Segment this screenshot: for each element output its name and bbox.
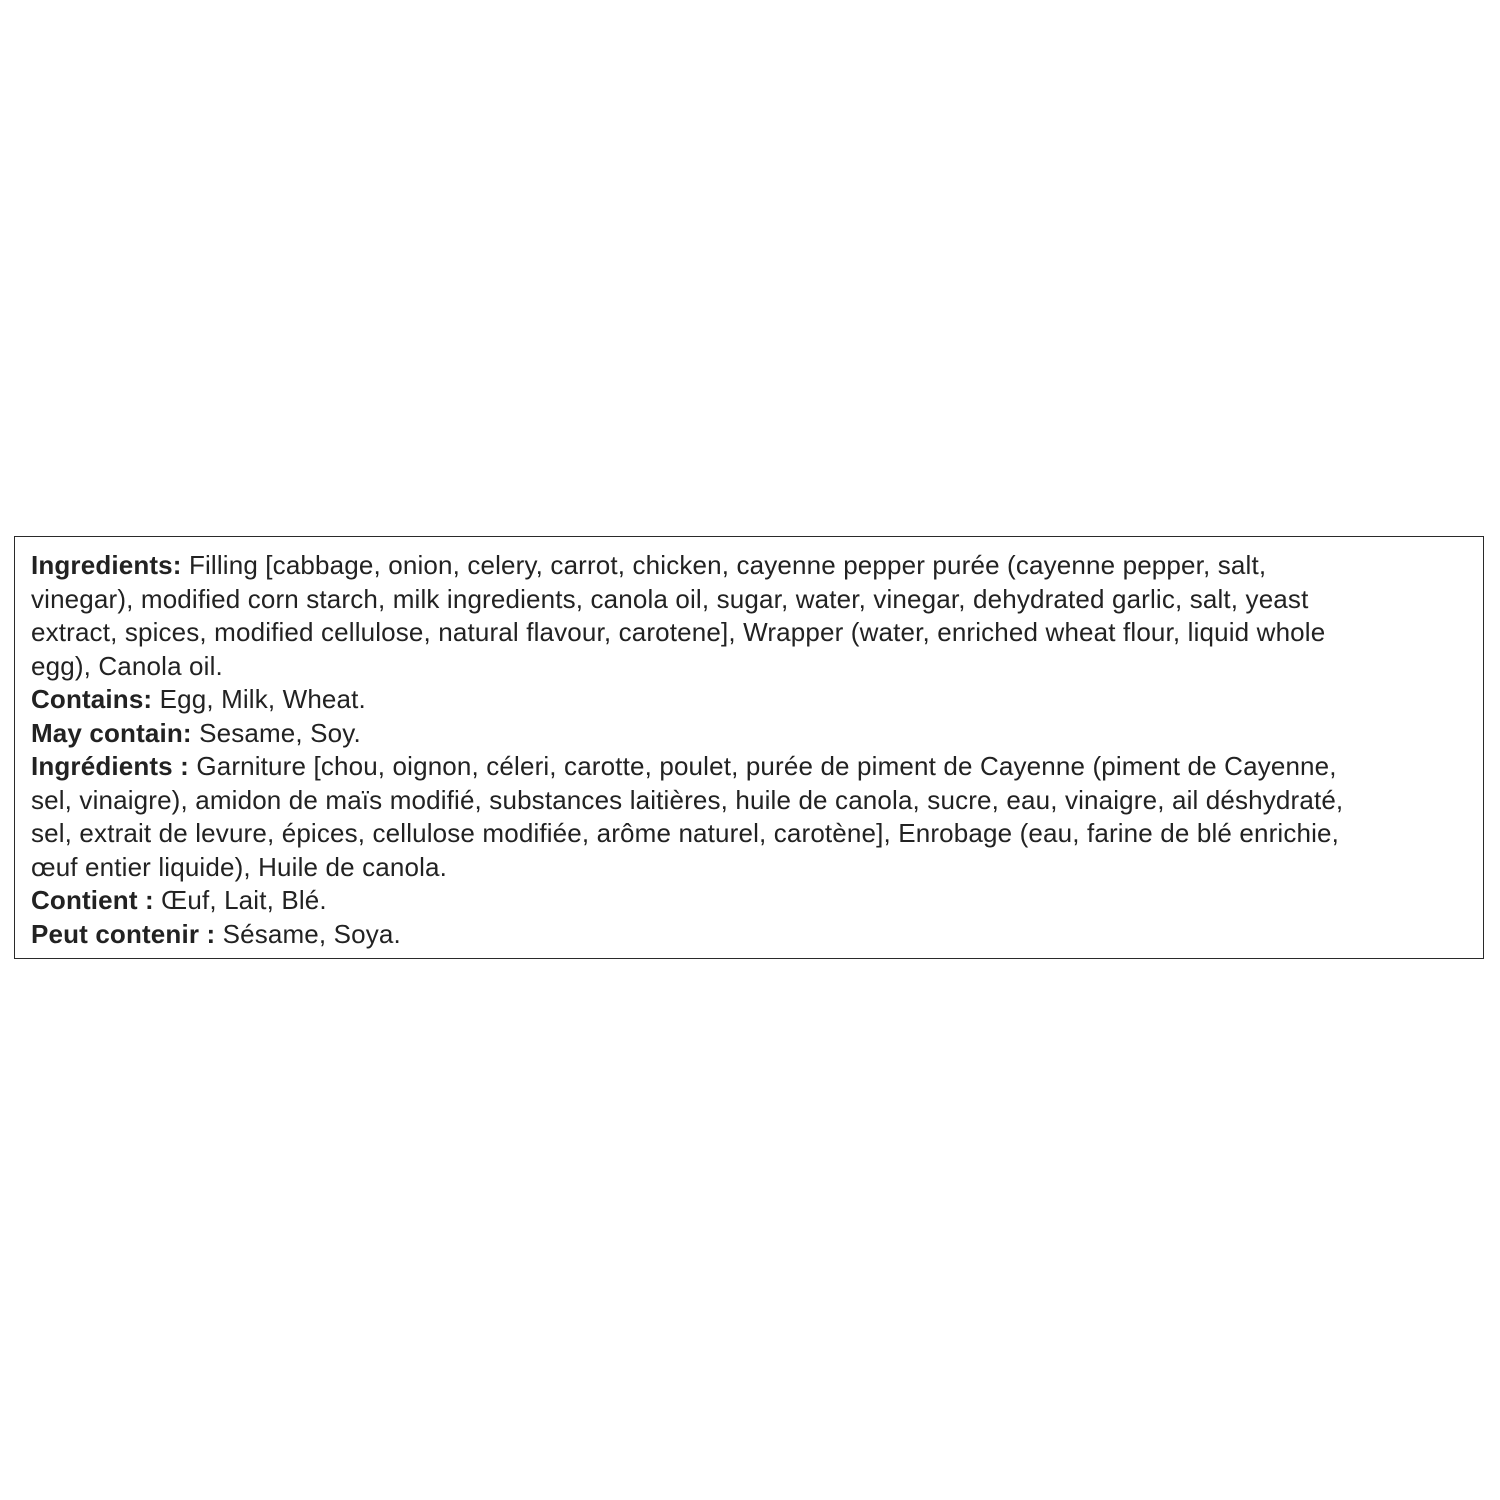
label-line — [31, 582, 1308, 616]
label-text: sel, vinaigre), amidon de maïs modifié, substances laitières, huile de canola, sucre, eau, vinaigre, ail déshydraté, — [31, 784, 1344, 815]
label-line-contains — [31, 682, 366, 716]
peut-contenir-heading: Peut contenir : — [31, 918, 216, 949]
label-line — [31, 783, 1343, 817]
may-contain-heading: May contain: — [31, 717, 192, 748]
contient-heading: Contient : — [31, 885, 154, 915]
label-line — [31, 850, 447, 884]
label-line-contient — [31, 883, 327, 917]
ingredients-fr-heading: Ingrédients : — [31, 751, 189, 781]
label-text: sel, extrait de levure, épices, cellulose modifiée, arôme naturel, carotène], Enrobage (eau, farine de blé enrichie, — [31, 818, 1340, 848]
label-text: vinegar), modified corn starch, milk ingredients, canola oil, sugar, water, vinegar, dehydrated garlic, salt, yeast — [31, 583, 1309, 614]
ingredients-label-box — [14, 536, 1484, 959]
label-line-may-contain — [31, 716, 361, 750]
label-line — [31, 615, 1325, 649]
label-text: Garniture [chou, oignon, céleri, carotte, poulet, purée de piment de Cayenne (piment de Cayenne, — [188, 751, 1337, 781]
label-text: Œuf, Lait, Blé. — [153, 885, 327, 915]
label-text: Egg, Milk, Wheat. — [152, 684, 366, 714]
label-line — [31, 816, 1339, 850]
label-line-ingredients-fr — [31, 749, 1337, 783]
label-text: egg), Canola oil. — [31, 650, 223, 681]
label-line — [31, 649, 223, 683]
label-text: œuf entier liquide), Huile de canola. — [31, 851, 447, 882]
label-text: Sesame, Soy. — [191, 717, 361, 748]
label-line-ingredients — [31, 548, 1266, 582]
label-text: Sésame, Soya. — [215, 918, 401, 949]
label-text: extract, spices, modified cellulose, natural flavour, carotene], Wrapper (water, enriched wheat flour, liquid whole — [31, 617, 1326, 647]
label-text: Filling [cabbage, onion, celery, carrot, chicken, cayenne pepper purée (cayenne pepper, salt, — [181, 550, 1267, 580]
ingredients-heading: Ingredients: — [31, 550, 182, 580]
contains-heading: Contains: — [31, 684, 153, 714]
label-line-peut-contenir — [31, 917, 401, 951]
